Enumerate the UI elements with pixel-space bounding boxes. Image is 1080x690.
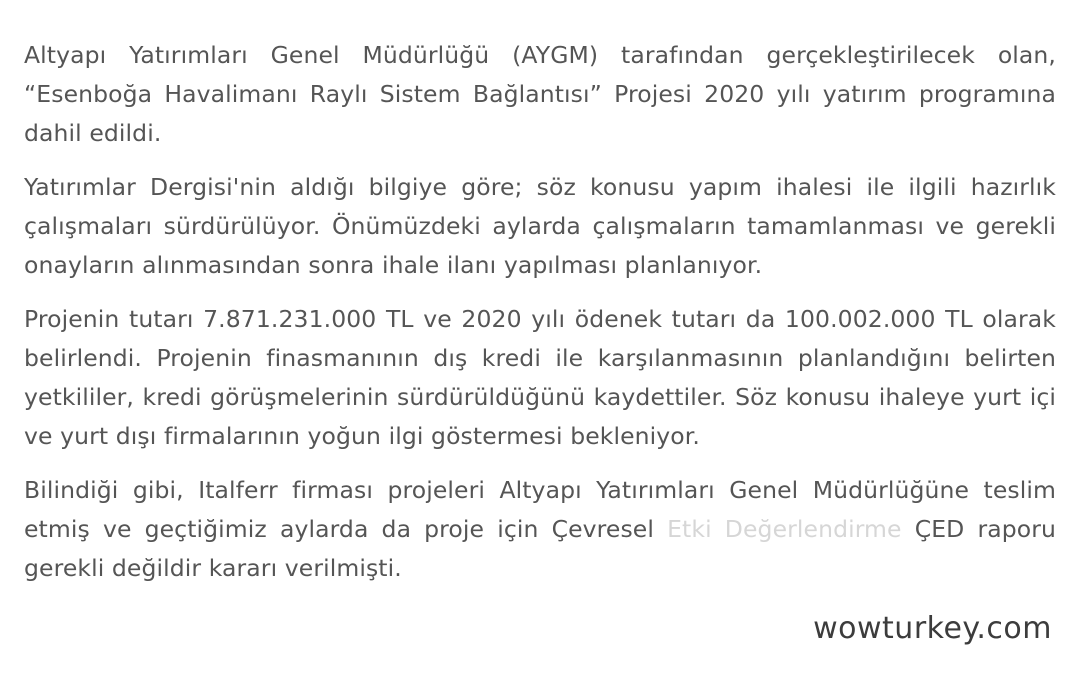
paragraph-3: Projenin tutarı 7.871.231.000 TL ve 2020 yılı ödenek tutarı da 100.002.000 TL olarak belirlendi. Projenin finasmanının dış kredi ile karşılanmasının planlandığını belirten yetkililer, kredi görüşmelerinin sürdürüldüğünü kaydettiler. Söz konusu ihaleye yurt içi ve yurt dışı firmalarının yoğun ilgi göstermesi bekleniyor. (24, 305, 1056, 450)
article-body (24, 36, 1056, 603)
paragraph-4 (24, 471, 1056, 588)
paragraph-4-faded-text: Etki Değerlendirme (667, 515, 902, 543)
paragraph-1: Altyapı Yatırımları Genel Müdürlüğü (AYGM) tarafından gerçekleştirilecek olan, “Esenboğa Havalimanı Raylı Sistem Bağlantısı” Projesi 2020 yılı yatırım programına dahil edildi. (24, 41, 1056, 147)
watermark: wowturkey.com (813, 611, 1052, 646)
paragraph-2: Yatırımlar Dergisi'nin aldığı bilgiye göre; söz konusu yapım ihalesi ile ilgili hazırlık çalışmaları sürdürülüyor. Önümüzdeki aylarda çalışmaların tamamlanması ve gerekli onayların alınmasından sonra ihale ilanı yapılması planlanıyor. (24, 173, 1056, 279)
paragraph-4-text-after: ÇED raporu gerekli değildir kararı verilmişti. (24, 515, 1056, 582)
paragraph-4-text-before: Bilindiği gibi, Italferr firması projeleri Altyapı Yatırımları Genel Müdürlüğüne teslim etmiş ve geçtiğimiz aylarda da proje için Çevresel (24, 476, 1056, 543)
